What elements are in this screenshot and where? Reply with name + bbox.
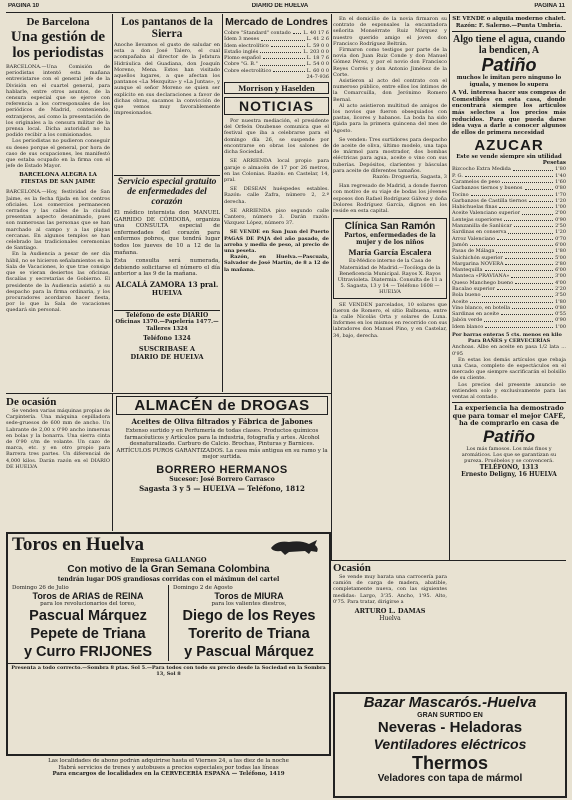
price-value: 0'90 xyxy=(555,216,566,223)
almacen-ad xyxy=(116,396,328,530)
price-value: 6'00 xyxy=(555,241,566,248)
day2-bulls: Toros de MIURA xyxy=(214,591,284,601)
cafe-phone: TELÉFONO, 1313 xyxy=(479,464,539,472)
price-item: Lentejas superiores xyxy=(452,216,503,223)
price-item: Bizcocho Extra Medida xyxy=(452,166,511,173)
price-note: Para BAÑES y CERVECERÍAS xyxy=(467,338,551,345)
day2-date: Domingo 2 de Agosto xyxy=(173,585,233,591)
day1-bulls: Toros de ARIAS de REINA xyxy=(32,591,144,601)
masthead: DIARIO DE HUELVA xyxy=(251,3,309,9)
price-value: 3'00 xyxy=(555,273,566,280)
patino-logo: Patiño xyxy=(481,55,537,76)
market-value: L. 41 2 6 xyxy=(306,36,329,43)
toros-footer xyxy=(6,758,331,798)
market-item: Ídem electrolítico xyxy=(224,42,269,49)
chalet-ad: SE VENDE o alquila moderno chalet. Razón: F. Salerno.—Punta Umbría. xyxy=(452,16,566,29)
toros-prices: Presenta a todo correcto.—Sombra 8 ptas. Sol 5.—Para todos con todo su precio desde la Sociedad en la Sombra 13, Sol 8 xyxy=(8,663,329,677)
price-value: 3'50 xyxy=(555,292,566,299)
bazar-line-2: Ventiladores eléctricos xyxy=(373,736,527,752)
price-item: Idem blanco xyxy=(452,323,484,330)
subheading: BARCELONA ALEGRA LA FIESTAS DE SAN JAIME xyxy=(19,172,97,186)
price-item: Vino blanco, en botella xyxy=(452,304,511,311)
bazar-title: Bazar Mascarós.-Huelva xyxy=(363,694,537,711)
clinic-ad xyxy=(333,218,447,298)
price-item: Jabón verde xyxy=(452,317,483,324)
ad-address: ALCALÁ ZAMORA 13 pral. xyxy=(115,279,219,289)
article-body: En la Audiencia a pesar de ser día hábil, no se hicieron señalamientos en la Sala de Vacaciones, lo que trae consigo que se vieran desiertos las oficinas, fiscalías y secretarías de Gobierno. El presidente de la Audiencia asistió a su despacho para la firma ordinaria, y los procuradores acordaron hacer fiesta, por lo que la Sala de vacaciones quedará sin personal. xyxy=(6,251,110,314)
col-barcelona xyxy=(6,16,110,392)
article-body: Firmaron como testigos por parte de la novia don Juan Ruiz Conde y don Manuel Gómez Pérez, y por el novio don Francisco Reyes Corrés y don Antonio Jiménez de la Corte. xyxy=(333,47,447,78)
price-value: 0'55 xyxy=(555,311,566,318)
day1-sub: para los revolucionarios del toreo, xyxy=(40,601,136,607)
price-item: Manzanilla de Sanlúcar xyxy=(452,223,512,230)
day2-torero-3: Pascual Márquez xyxy=(196,644,314,660)
toros-foot-3: Habrá servicios de trenes y autobuses a precios especiales por todas las líneas xyxy=(58,764,279,771)
price-item: Margarina NOVERA xyxy=(452,260,504,267)
almacen-sub: Aceites de Oliva filtrados y Fábrica de Jabones xyxy=(131,417,313,426)
price-note: En estas los demás artículos que rebaja una Casa, completo de espectáculos en el mercado que siempre sacrificarán el bolsillo de su cliente. xyxy=(452,356,566,382)
price-note: Por barras enteras 5 cts. menos en kilo xyxy=(452,332,562,339)
price-value: 1'20 xyxy=(555,229,566,236)
price-value: 1'20 xyxy=(555,197,566,204)
almacen-brand: BORRERO HERMANOS xyxy=(156,463,288,476)
page-number-left: PAGINA 10 xyxy=(8,3,40,9)
price-value: 0'80 xyxy=(555,304,566,311)
page-number-right: PAGINA 11 xyxy=(534,3,565,9)
day1-date: Domingo 26 de Julio xyxy=(12,585,69,591)
patino-body: A Vd. interesa hacer sus compras de Comestibles en esta casa, donde encontrará siempre los artículos más selectos a los precios más reducidos. Para que pueda darse idea vaya a darle a conocer algunos de ellos de primera necesidad xyxy=(452,90,566,136)
day2-torero-2: Torerito de Triana xyxy=(188,626,310,642)
ocasion2-title: Ocasión xyxy=(333,562,371,574)
clinic-sub: Partos, enfermedades de la mujer y de los niños xyxy=(344,232,436,247)
news-item: Razón, en Huelva.—Pascuala, Salvador de José Martín, de 8 a 12 de la mañana. xyxy=(224,254,329,273)
price-value: 0'90 xyxy=(555,317,566,324)
market-value: L. 59 0 0 xyxy=(306,42,329,49)
ocasion-truck xyxy=(333,562,447,694)
cafe-text: La experiencia ha demostrado que para tomar el mejor CAFÉ, ha de comprarlo en casa de xyxy=(452,404,566,428)
bazar-footer: Veladores con tapa de mármol xyxy=(377,773,523,784)
patino-logo-2: Patiño xyxy=(483,426,535,446)
col-pantanos xyxy=(114,16,220,174)
phone-lines: Oficinas 1370.—Papelería 1477.—Talleres 1324 xyxy=(115,319,219,332)
day2-torero-1: Diego de los Reyes xyxy=(182,608,316,624)
price-item: Arroz Valenciano xyxy=(452,235,496,242)
toros-empresa: Empresa GALLANGO xyxy=(130,556,207,564)
market-value: L. 54 0 0 xyxy=(306,61,329,68)
phone-title: Teléfono de este DIARIO xyxy=(125,312,209,319)
article-body: Se venden: Tres surtidores para despacho de aceite de oliva, último modelo, una tapa de mármol para mostrador, dos bombas eléctricas para agua, aceite o vino con sus tuberías. Depósitos, clarientes y básculas para aceite de diferentes tamaños. xyxy=(333,136,447,174)
col-mercado xyxy=(224,16,329,392)
subscribe-line2: DIARIO DE HUELVA xyxy=(130,353,204,361)
price-item: Garbanzos de Castilla tiernos xyxy=(452,197,527,204)
price-item: Aceite xyxy=(452,298,468,305)
price-value: 1'80 xyxy=(555,248,566,255)
market-item: Cobre electrolítico xyxy=(224,67,272,74)
market-table xyxy=(224,30,329,74)
ad-cardiology xyxy=(114,177,220,309)
toros-ad xyxy=(6,532,331,756)
news-item: SE ARRIENDA piso segundo calle Cantero, número 3. Darán razón: Vázquez López, número 37. xyxy=(224,207,329,227)
price-item: Salchichón superior xyxy=(452,254,503,261)
market-value: L. 203 0 0 xyxy=(303,48,329,55)
price-value: 4'00 xyxy=(555,279,566,286)
price-item: Aceite Valenciano superior xyxy=(452,210,520,217)
market-date: 24-7-936 xyxy=(306,74,329,81)
azucar-sub: Este se vende siempre sin utilidad xyxy=(456,154,562,161)
price-list xyxy=(452,166,566,330)
ad-body: Esta consulta será numerada, debiendo solicitarse el número el día anterior a las 9 de la mañana. xyxy=(114,258,220,278)
toros-motivo: Con motivo de la Gran Semana Colombina xyxy=(67,564,270,575)
price-item: Bola bueno xyxy=(452,292,481,299)
ocasion2-name: ARTURO L. DAMAS xyxy=(354,607,426,616)
market-source: Morrison y Haselden xyxy=(224,82,329,94)
toros-foot-4: Para encargos de localidades en la CERVECERÍA ESPAÑA — Teléfono, 1419 xyxy=(52,771,285,777)
market-item: Cobre "Standard" contado xyxy=(224,30,291,36)
article-body: En el domicilio de la novia firmaron su contrato de esponsales la encantadora señorita Monsérrate Ruiz Márquez y nuestro querido amigo el joven don Francisco Rodríguez Beltrán. xyxy=(333,16,447,47)
clinic-body: Ex-Médico interno de la Casa de Maternidad de Madrid.—Tocóloga de la Beneficencia Municipal. Rayos X. Rayos Ultravioleta. Diatermia. Consulta de 11 a 5. Sagasta, 13 y 14 — Teléfono 1608 — HUELVA xyxy=(337,258,443,296)
price-row xyxy=(452,324,566,330)
price-value: 1'80 xyxy=(555,166,566,173)
price-value: 1'00 xyxy=(555,204,566,211)
toros-day1 xyxy=(8,585,169,661)
ad-city: HUELVA xyxy=(151,288,183,297)
price-item: Bacalao superior xyxy=(452,285,495,292)
price-head: Pesetas xyxy=(542,160,566,167)
toros-foot-2: Las localidades de abono podrán adquirirse hasta el Viernes 24, a las diez de la noche xyxy=(48,758,289,764)
price-item: Queso Manchego bueno xyxy=(452,279,514,286)
noticias-title: NOTICIAS xyxy=(224,97,329,115)
market-item: Estaño inglés xyxy=(224,48,259,55)
news-item: SE ARRIENDA local propio para garaje o almacén de 17 por 26 metros, en las Colonias. Razón: en Castelar, 14, pral. xyxy=(224,158,329,183)
ad-body: El médico internista don MANUEL GARRIDO DE CÓRDOBA, organiza una CONSULTA especial de enfermedades del corazón para enfermos pobres, que tendrá lugar todos los jueves de 10 a 12 de la mañana. xyxy=(114,210,220,256)
bull-icon xyxy=(267,534,325,556)
price-value: 1'80 xyxy=(555,298,566,305)
article-body: SE VENDEN parcelados, 10 solares que fueron de Romero, el sitio Balbuena, entre la calle Nicolás Orta y solares de Luna. Informes en los mismos en recorrido con sus labradores don Manuel Pino, y en Castelar, 34, bajo, derecha. xyxy=(333,301,447,339)
toros-title: Toros en Huelva xyxy=(12,534,144,555)
almacen-body: Extenso surtido y en Perfumería de todas clases. Productos químicos farmacéuticos y Artículos para la industria, fotografía y artes. Alcohol desnaturalizado. Carburo de Calcio. Brochas, Pinturas y Barnices. ARTÍCULOS PUROS GARANTIZADOS. La casa más antigua en su ramo y la mejor surtida. xyxy=(116,428,328,461)
day1-and: y xyxy=(23,644,33,660)
bazar-line-1: Neveras - Heladoras xyxy=(377,719,523,736)
ad-title: Servicio especial gratuito de enfermedades del corazón xyxy=(117,177,217,207)
price-value: 2'80 xyxy=(555,260,566,267)
kicker: De Barcelona xyxy=(26,16,90,28)
patino-sub: muchos le imitan pero ninguno lo iguala, y menos lo supera xyxy=(456,75,562,88)
price-item: Habichuelas finas xyxy=(452,204,498,211)
price-item: Sardinas en aceite xyxy=(452,311,500,318)
price-value: 0'70 xyxy=(555,235,566,242)
toros-day2 xyxy=(169,585,329,661)
market-title: Mercado de Londres xyxy=(225,16,328,28)
bazar-sub: GRAN SURTIDO EN xyxy=(417,712,483,719)
price-item: Pasas de Málaga xyxy=(452,248,495,255)
headline: Los pantanos de la Sierra xyxy=(121,16,213,40)
news-item: SE DESEAN huéspedes estables. Razón: calle Zafra, número 2, 2.º derecha. xyxy=(224,186,329,205)
price-item: Mantequilla xyxy=(452,267,483,274)
price-value: 0'80 xyxy=(555,185,566,192)
almacen-successor: Sucesor: José Borrero Carrasco xyxy=(169,475,275,483)
bazar-ad xyxy=(333,692,567,798)
col-patino xyxy=(452,16,566,561)
price-value: 2'20 xyxy=(555,285,566,292)
cafe-body: Los más famosos. Los más finos y aromáticos. Los que se garantizan su pureza. Pruébelos y se convencerá. xyxy=(461,445,557,465)
article-body: Asistieron al acto del contrato con el numeroso público, entre ellos los íntimos de la Comarcuilla, don Jerónimo Romero Bernal. xyxy=(333,78,447,103)
price-value: 2'00 xyxy=(555,210,566,217)
phone-box xyxy=(114,312,220,392)
article-body: Los periodistas no pudieron conseguir su deseo porque el general, por hora de caso de sus ocupaciones, les manifestó que estaba ocupado en la firma con el jefe de Estado Mayor. xyxy=(6,138,110,170)
article-body: Al acto asistieron multitud de amigos de los novios que fueron obsequiados con pastas, licores y habanos. La boda ha sido fijada para la primera quincena del mes de Agosto. xyxy=(333,102,447,134)
patino-headline: Algo tiene el agua, cuando la bendicen, A xyxy=(453,34,565,57)
day1-torero-1: Pascual Márquez xyxy=(29,608,147,624)
clinic-doctor: María García Escalera xyxy=(348,247,432,258)
market-value: L. 60 0 0 xyxy=(306,67,329,74)
price-item: Caramelos de peso xyxy=(452,178,501,185)
market-item: Ídem 3 meses xyxy=(224,36,260,43)
ocasion-title: De ocasión xyxy=(6,396,57,408)
almacen-address: Sagasta 3 y 5 — HUELVA — Teléfono, 1812 xyxy=(139,483,305,493)
article-body: Razón: Droguería, Sagasta, 3 xyxy=(372,174,447,181)
news-item: SE VENDE en San Juan del Puerto PAGAS DE PAJA del año pasado, de arroba y media de peso, al precio de una peseta. xyxy=(224,229,329,254)
market-item: Cobre "G. B." xyxy=(224,61,258,68)
price-value: 1'60 xyxy=(555,178,566,185)
article-body: BARCELONA.—Una Comisión de periodistas intentó esta mañana entrevistarse con el general jefe de la División en el cuartel general, para hablarle, entre otros asuntos, de la censura especial que se ejerce con referencia a los corresponsales de los periódicos de Madrid, conteniendo, extranjeros, así como la presentación de los originales a la censura militar de la prensa local. Dicha autoridad no ha podido recibir a los comisionados. xyxy=(6,64,110,139)
price-value: 1'40 xyxy=(555,172,566,179)
market-value: L. 40 17 6 xyxy=(303,30,329,36)
day2-sub: para los valientes diestros, xyxy=(211,601,287,607)
news-item: Por nuestra mediación, el presidente del Orfeón Onubense comunica que el festival que iba a celebrarse para el domingo día 26, se suspende por encontrarse en obras los salones de dicha Sociedad. xyxy=(224,118,329,156)
price-value: 1'00 xyxy=(555,323,566,330)
ocasion-body: Se venden varias máquinas propias de Carpintería. Una máquina cepilladora sede-gruesos de 600 mm de ancho. Un Labrante de 2,00 x 0'90 ancho inmersas en bolas y la bonarra. Una sierra cinta de 0'90 c/m de volante. Un cazo de marca, etc. y en otro propio para Barrera tres partes. Un diferencial de 4,000 kilos. Darán razón en el DIARIO DE HUELVA xyxy=(6,408,110,470)
bazar-line-3: Thermos xyxy=(411,753,489,773)
price-note: Anchoas. Albo en aceite en pasa 1/2 lata ... 0'95 xyxy=(452,344,566,357)
price-item: P. G. xyxy=(452,172,463,179)
price-item: Tocino xyxy=(452,191,469,198)
price-note: Los precios del presente anuncio se entienden solo y exclusivamente para las ventas al contado. xyxy=(452,381,566,401)
almacen-title: ALMACÉN de DROGAS xyxy=(116,396,328,415)
subscribe-line1: SUSCRIBASE A xyxy=(138,345,196,353)
cafe-address: Ernesto Deligny, 16 HUELVA xyxy=(461,471,557,479)
price-item: Jamón xyxy=(452,241,468,248)
article-body: Han regresado de Madrid, a donde fueron con motivo de su viaje de bodas los jóvenes esposos don Rafael Rodríguez Gálvez y doña Dolores Rodríguez García, dignos en los reside en esta capital. xyxy=(333,183,447,215)
toros-motivo-2: tendrán lugar DOS grandiosas corridas con el máximun del cartel xyxy=(57,576,280,583)
ocasion-machines xyxy=(6,396,110,530)
phone-number: Teléfono 1324 xyxy=(143,335,191,342)
price-item: Garbanzos tiernos y buenos xyxy=(452,185,523,192)
clinic-title: Clínica San Ramón xyxy=(344,221,436,233)
ocasion2-city: Huelva xyxy=(379,615,401,623)
article-body: Anoche llevamos el gusto de saludar en esta a don José Talero, el cual acompañaba al director de la Jefatura Hidráulica del Guadiana, don Joaquín Moreno, Mena. Estos han visitado aquellos lugares, a que afectan los pantanos «La Mezquita» y «La Juntas», y aunque el señor Moreno se quien ser explícito en sus declaraciones a favor de dichas obras, sacamos la convicción de que vemos muy favorablemente impresionados. xyxy=(114,42,220,117)
price-value: 1'70 xyxy=(555,191,566,198)
day2-and: y xyxy=(184,644,193,660)
azucar-title: AZUCAR xyxy=(474,137,544,155)
col-sociales xyxy=(333,16,447,561)
price-value: 6'00 xyxy=(555,267,566,274)
day1-torero-3: Curro FRIJONES xyxy=(36,644,153,660)
price-item: Sardinas en conserva xyxy=(452,229,507,236)
price-value: 2'50 xyxy=(555,223,566,230)
day1-torero-2: Pepete de Triana xyxy=(30,626,146,642)
price-item: Manteca «PRAVIANA» xyxy=(452,273,510,280)
headline: Una gestión de los periodistas xyxy=(10,29,106,61)
ocasion2-body: Se vende muy barata una carrocería para camión de carga de madera, abatible, completamente nueva, con las siguientes medidas: Largo, 3'35. Ancho, 1'95. Alto, 0'75. Para tratar, dirigirse a xyxy=(333,574,447,605)
price-value: 5'00 xyxy=(555,254,566,261)
market-item: Plomo español xyxy=(224,55,261,62)
market-value: L. 18 7 6 xyxy=(306,55,329,62)
article-body: BARCELONA.—Hoy, festividad de San Jaime, es la fecha fijada en los centros oficiales. Los comercios permanecen cerrados y las calles de la ciudad presentan aspecto desanimado, pues son numerosas las personas que se han marchado al campo y a las playas cercanas. En algunos templos se han celebrado las tradicionales ceremonias de Santiago. xyxy=(6,189,110,252)
